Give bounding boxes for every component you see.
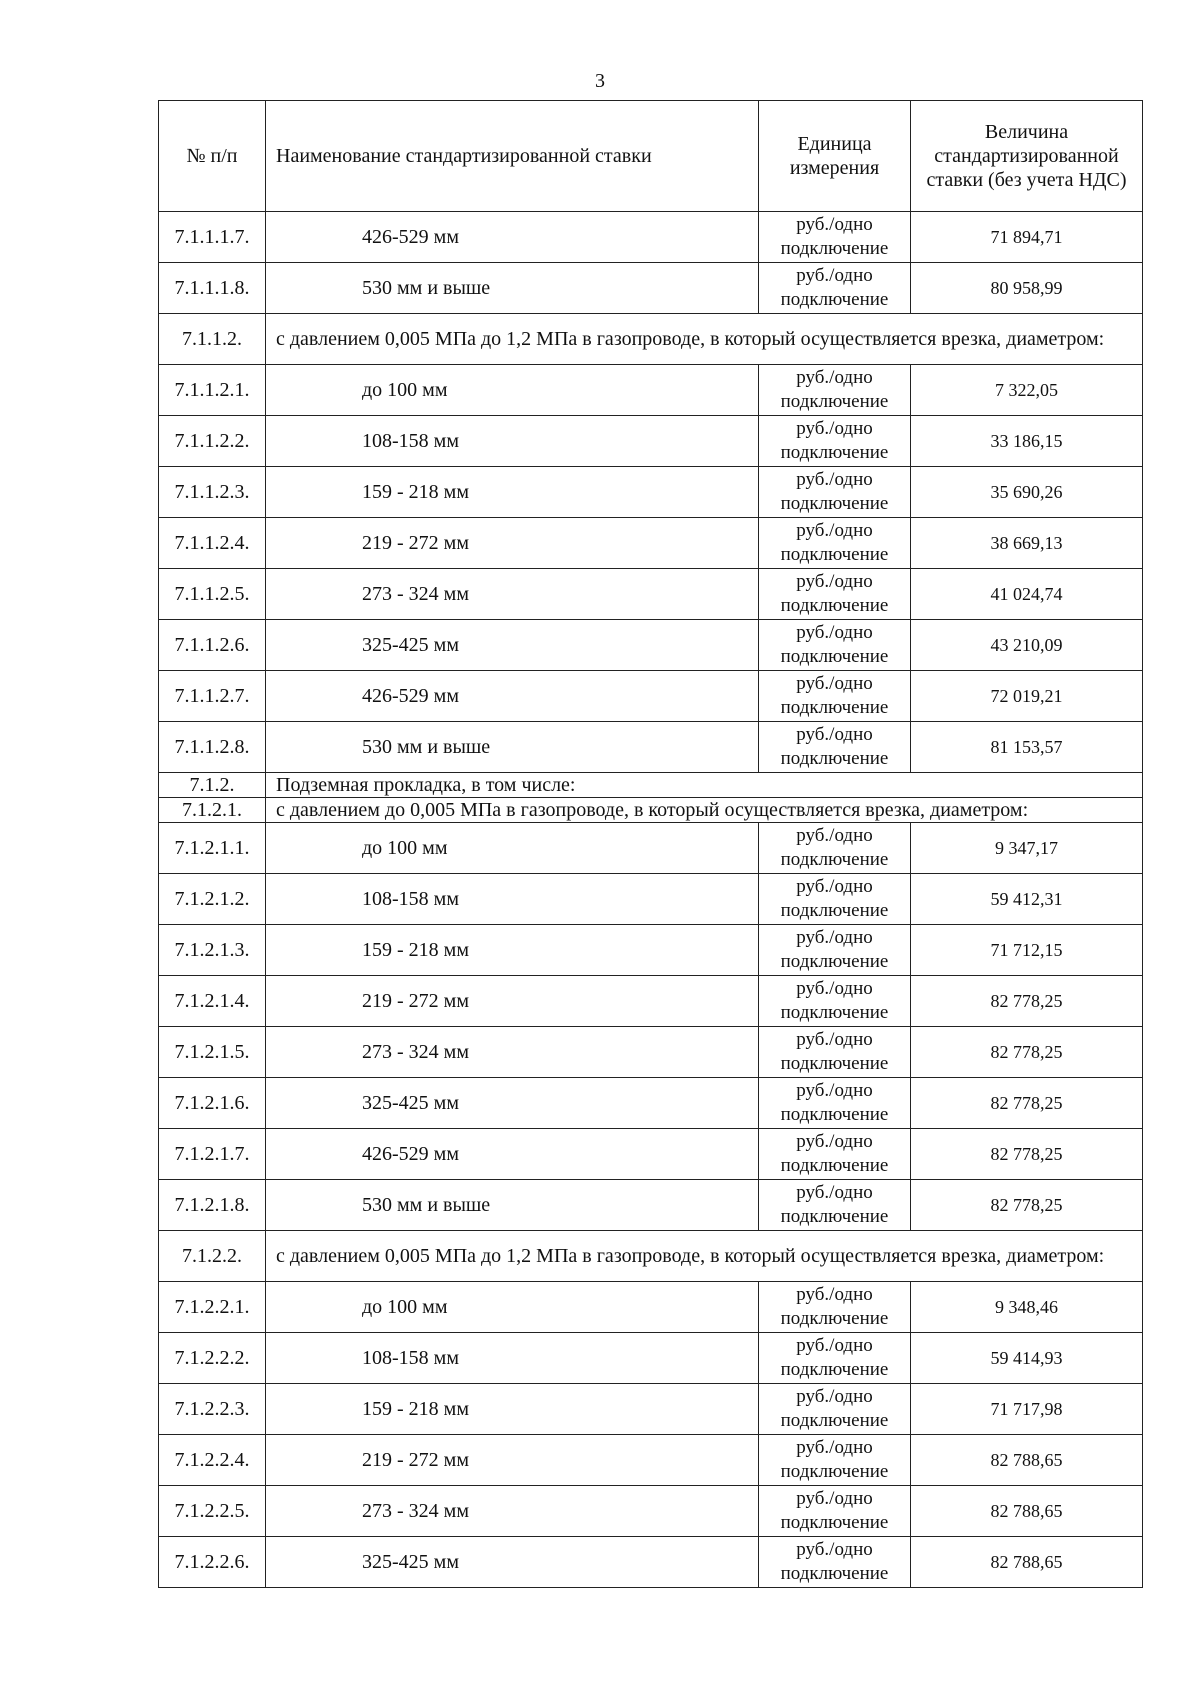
row-unit: руб./одно подключение [759,365,911,416]
row-name: 273 - 324 мм [266,1486,759,1537]
table-row [159,671,1143,722]
row-name: 219 - 272 мм [266,518,759,569]
row-name: 325-425 мм [266,1537,759,1588]
table-row [159,1180,1143,1231]
row-number: 7.1.2.1.5. [159,1027,266,1078]
row-number: 7.1.1.1.8. [159,263,266,314]
row-name: 159 - 218 мм [266,925,759,976]
row-unit: руб./одно подключение [759,1027,911,1078]
row-number: 7.1.2.1.2. [159,874,266,925]
section-title: Подземная прокладка, в том числе: [266,773,1143,798]
row-value: 59 414,93 [911,1333,1143,1384]
row-number: 7.1.2.1.1. [159,823,266,874]
row-name: 273 - 324 мм [266,1027,759,1078]
row-name: 108-158 мм [266,1333,759,1384]
row-number: 7.1.2.2.4. [159,1435,266,1486]
row-unit: руб./одно подключение [759,1333,911,1384]
row-name: 426-529 мм [266,1129,759,1180]
row-unit: руб./одно подключение [759,1180,911,1231]
section-number: 7.1.2. [159,773,266,798]
row-number: 7.1.1.2.5. [159,569,266,620]
header-unit: Единица измерения [759,101,911,212]
row-name: 108-158 мм [266,874,759,925]
row-value: 82 788,65 [911,1537,1143,1588]
row-name: 108-158 мм [266,416,759,467]
row-value: 82 778,25 [911,1129,1143,1180]
row-unit: руб./одно подключение [759,671,911,722]
section-row [159,314,1143,365]
row-value: 81 153,57 [911,722,1143,773]
row-value: 71 894,71 [911,212,1143,263]
row-value: 41 024,74 [911,569,1143,620]
row-value: 33 186,15 [911,416,1143,467]
row-number: 7.1.2.1.8. [159,1180,266,1231]
table-row [159,1384,1143,1435]
row-unit: руб./одно подключение [759,212,911,263]
table-row [159,569,1143,620]
row-value: 72 019,21 [911,671,1143,722]
table-row [159,416,1143,467]
row-value: 7 322,05 [911,365,1143,416]
table-row [159,467,1143,518]
table-row [159,620,1143,671]
section-number: 7.1.2.1. [159,798,266,823]
row-name: до 100 мм [266,1282,759,1333]
row-unit: руб./одно подключение [759,518,911,569]
row-name: до 100 мм [266,823,759,874]
row-value: 43 210,09 [911,620,1143,671]
section-number: 7.1.1.2. [159,314,266,365]
row-number: 7.1.1.2.3. [159,467,266,518]
table-row [159,1537,1143,1588]
row-value: 82 788,65 [911,1486,1143,1537]
row-number: 7.1.1.1.7. [159,212,266,263]
row-value: 82 778,25 [911,1027,1143,1078]
row-unit: руб./одно подключение [759,1078,911,1129]
section-row [159,1231,1143,1282]
section-row [159,798,1143,823]
table-row [159,1486,1143,1537]
row-value: 82 788,65 [911,1435,1143,1486]
row-number: 7.1.2.1.3. [159,925,266,976]
table-row [159,1078,1143,1129]
row-number: 7.1.1.2.7. [159,671,266,722]
table-row [159,518,1143,569]
row-unit: руб./одно подключение [759,925,911,976]
row-value: 82 778,25 [911,1180,1143,1231]
table-row [159,976,1143,1027]
row-number: 7.1.2.1.7. [159,1129,266,1180]
section-title: с давлением 0,005 МПа до 1,2 МПа в газопроводе, в который осуществляется врезка, диаметром: [266,314,1143,365]
row-unit: руб./одно подключение [759,823,911,874]
row-unit: руб./одно подключение [759,1129,911,1180]
row-number: 7.1.2.2.6. [159,1537,266,1588]
section-title: с давлением до 0,005 МПа в газопроводе, в который осуществляется врезка, диаметром: [266,798,1143,823]
row-name: 530 мм и выше [266,722,759,773]
row-unit: руб./одно подключение [759,1384,911,1435]
row-name: до 100 мм [266,365,759,416]
row-unit: руб./одно подключение [759,467,911,518]
row-unit: руб./одно подключение [759,1282,911,1333]
row-number: 7.1.2.1.6. [159,1078,266,1129]
row-value: 35 690,26 [911,467,1143,518]
table-row [159,1282,1143,1333]
table-row [159,925,1143,976]
row-unit: руб./одно подключение [759,1435,911,1486]
row-number: 7.1.1.2.4. [159,518,266,569]
table-row [159,722,1143,773]
page-number: 3 [595,70,605,92]
row-value: 82 778,25 [911,1078,1143,1129]
table-row [159,823,1143,874]
row-unit: руб./одно подключение [759,263,911,314]
row-value: 71 717,98 [911,1384,1143,1435]
row-name: 530 мм и выше [266,1180,759,1231]
section-title: с давлением 0,005 МПа до 1,2 МПа в газопроводе, в который осуществляется врезка, диаметром: [266,1231,1143,1282]
table-row [159,1435,1143,1486]
row-name: 426-529 мм [266,671,759,722]
row-name: 325-425 мм [266,620,759,671]
row-value: 59 412,31 [911,874,1143,925]
table-row [159,1027,1143,1078]
row-unit: руб./одно подключение [759,722,911,773]
row-number: 7.1.2.2.5. [159,1486,266,1537]
row-unit: руб./одно подключение [759,620,911,671]
row-value: 9 347,17 [911,823,1143,874]
row-name: 159 - 218 мм [266,467,759,518]
row-unit: руб./одно подключение [759,1486,911,1537]
header-value: Величина стандартизированной ставки (без учета НДС) [911,101,1143,212]
table-header-row [159,101,1143,212]
table-row [159,365,1143,416]
row-number: 7.1.2.1.4. [159,976,266,1027]
table-row [159,1129,1143,1180]
table-row [159,212,1143,263]
row-name: 159 - 218 мм [266,1384,759,1435]
rates-table [158,100,1143,1588]
row-value: 80 958,99 [911,263,1143,314]
row-name: 273 - 324 мм [266,569,759,620]
row-number: 7.1.1.2.8. [159,722,266,773]
row-number: 7.1.1.2.1. [159,365,266,416]
row-number: 7.1.2.2.3. [159,1384,266,1435]
row-name: 426-529 мм [266,212,759,263]
table-row [159,263,1143,314]
row-unit: руб./одно подключение [759,416,911,467]
row-unit: руб./одно подключение [759,569,911,620]
row-name: 530 мм и выше [266,263,759,314]
row-name: 219 - 272 мм [266,976,759,1027]
row-number: 7.1.2.2.2. [159,1333,266,1384]
row-name: 325-425 мм [266,1078,759,1129]
row-unit: руб./одно подключение [759,976,911,1027]
row-name: 219 - 272 мм [266,1435,759,1486]
row-unit: руб./одно подключение [759,1537,911,1588]
row-value: 9 348,46 [911,1282,1143,1333]
table-row [159,874,1143,925]
row-number: 7.1.1.2.2. [159,416,266,467]
header-num: № п/п [159,101,266,212]
section-row [159,773,1143,798]
row-unit: руб./одно подключение [759,874,911,925]
row-value: 38 669,13 [911,518,1143,569]
section-number: 7.1.2.2. [159,1231,266,1282]
row-value: 82 778,25 [911,976,1143,1027]
row-value: 71 712,15 [911,925,1143,976]
row-number: 7.1.2.2.1. [159,1282,266,1333]
table-row [159,1333,1143,1384]
header-name: Наименование стандартизированной ставки [266,101,759,212]
row-number: 7.1.1.2.6. [159,620,266,671]
